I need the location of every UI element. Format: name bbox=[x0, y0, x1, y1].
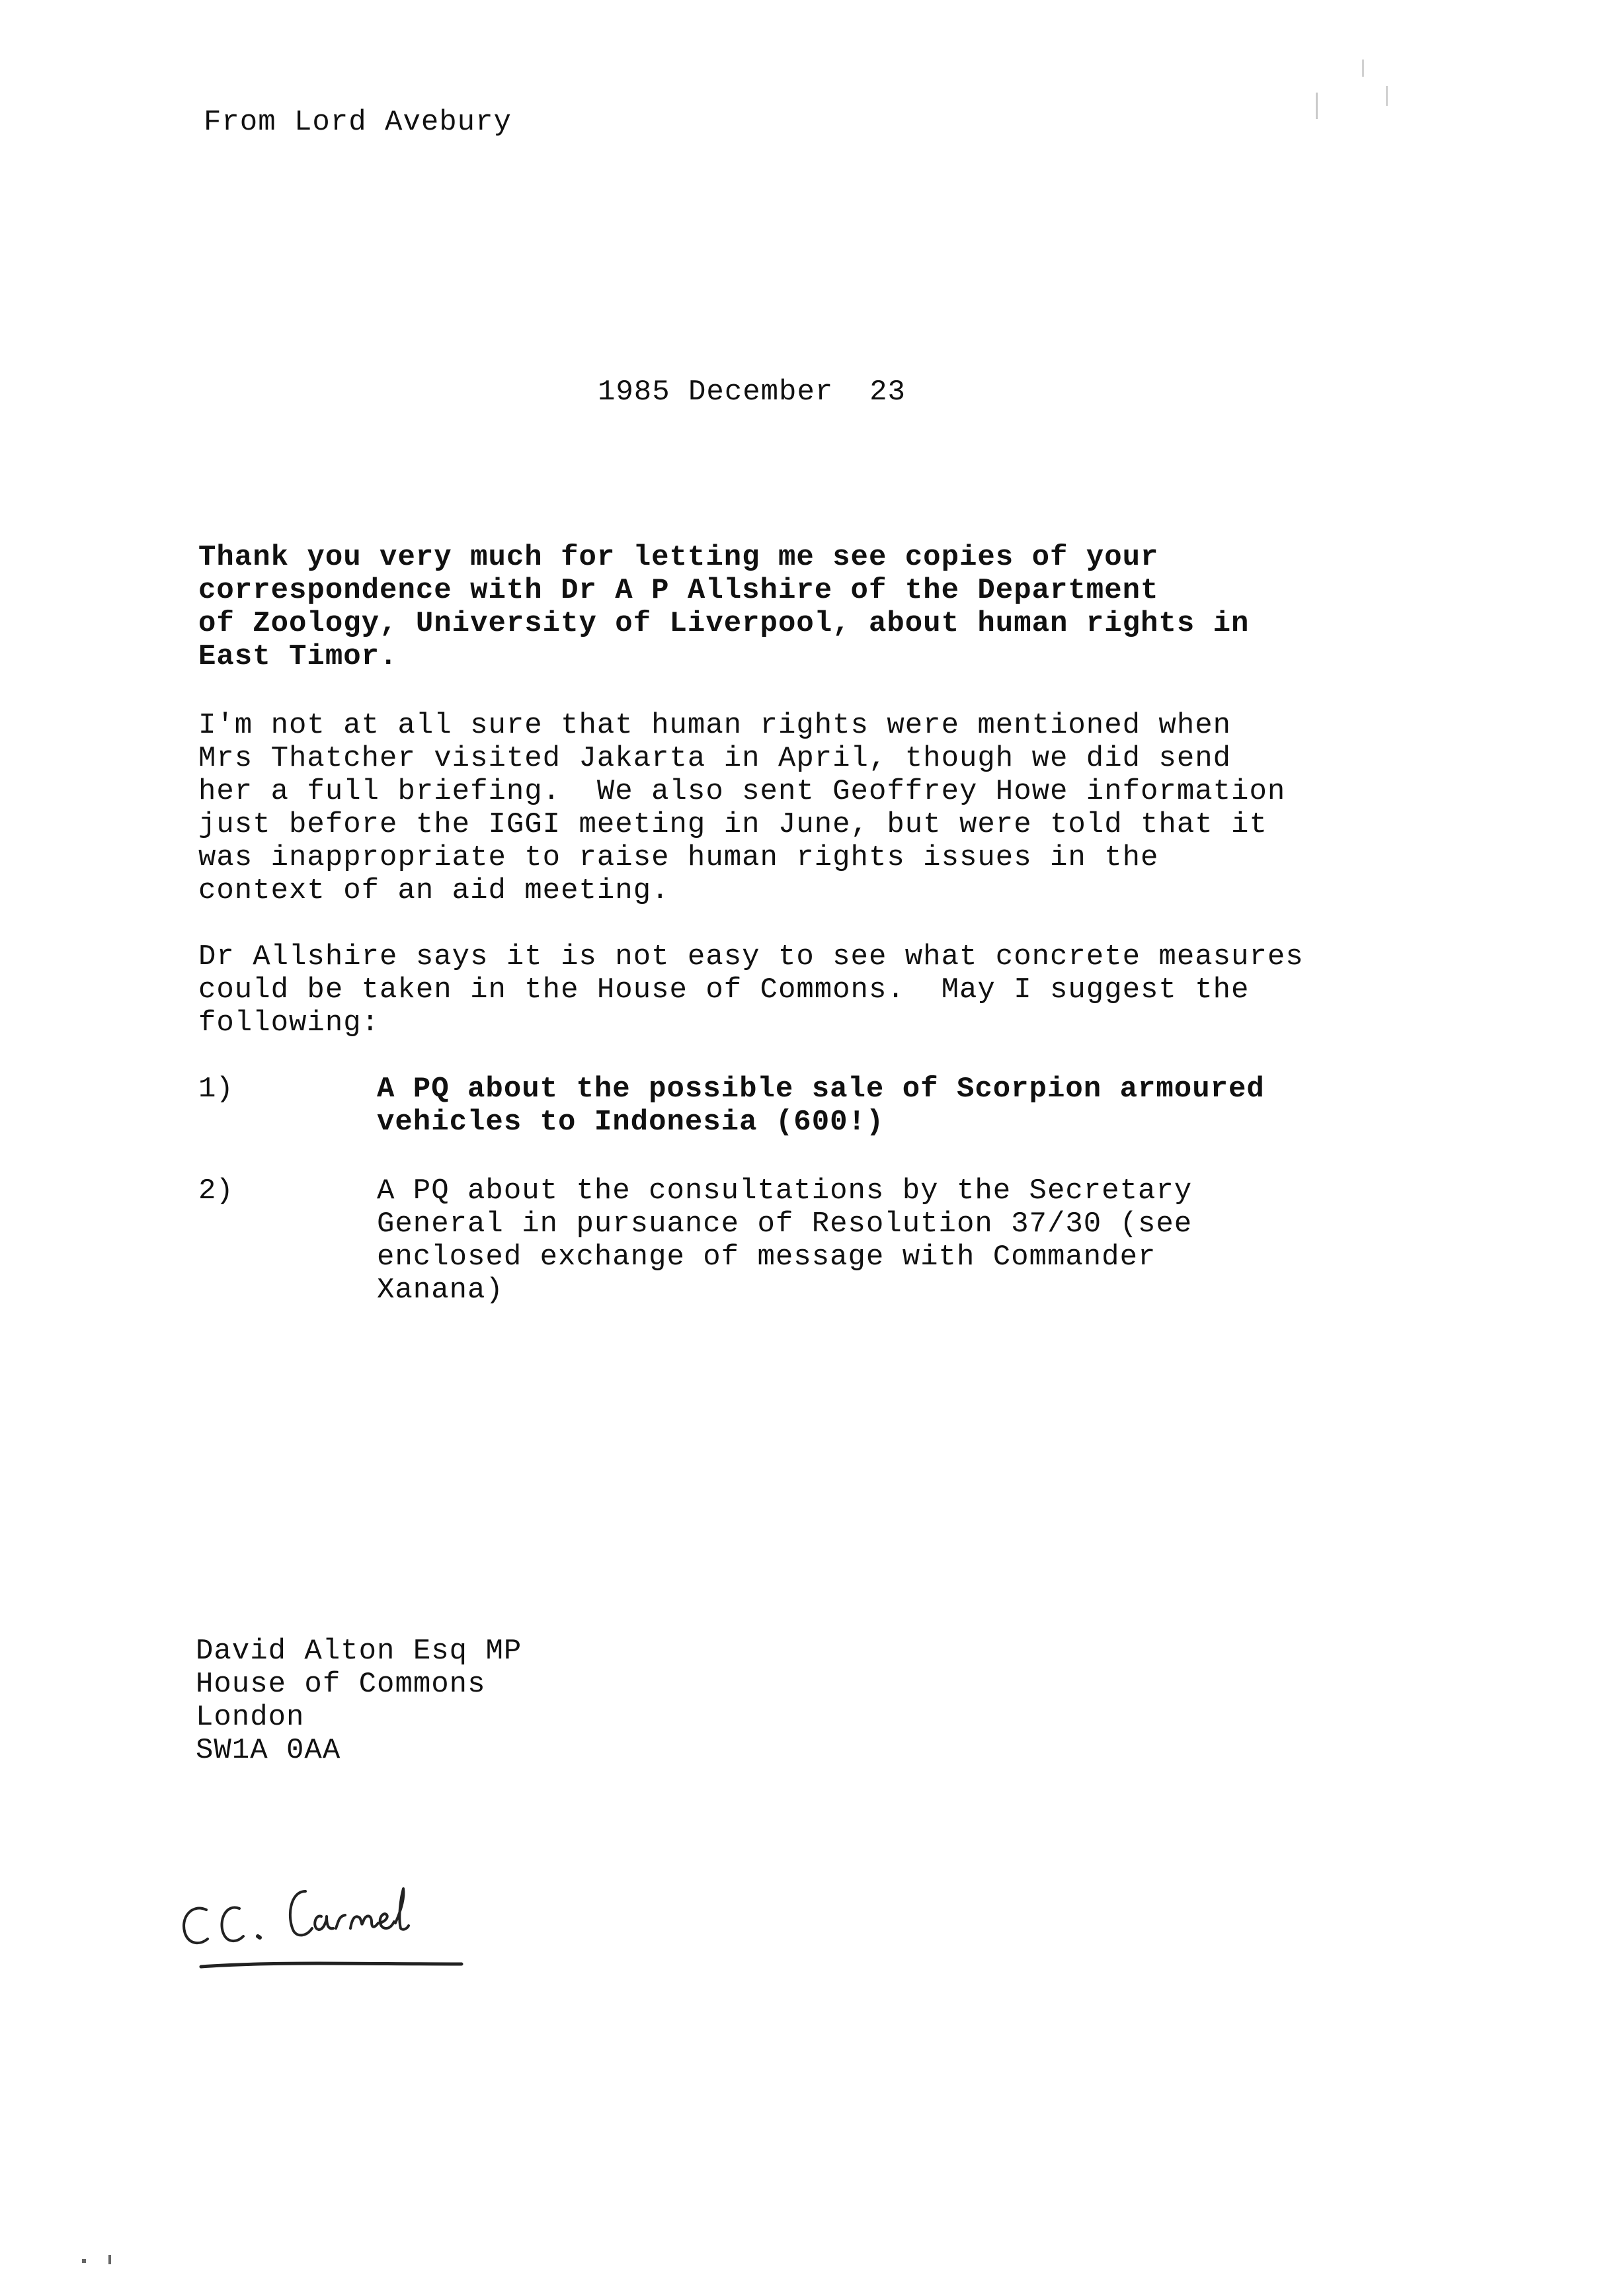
paragraph-line: her a full briefing. We also sent Geoffrey Howe information bbox=[198, 775, 1286, 808]
item-number: 1) bbox=[198, 1073, 233, 1106]
item-line: A PQ about the consultations by the Secretary bbox=[377, 1174, 1193, 1208]
paragraph-line: correspondence with Dr A P Allshire of the Department bbox=[198, 574, 1159, 607]
paragraph-line: following: bbox=[198, 1006, 380, 1040]
handwriting-stroke bbox=[395, 1889, 409, 1930]
paragraph-thatcher-visit bbox=[198, 709, 1285, 907]
paragraph-line: Thank you very much for letting me see copies of your bbox=[198, 541, 1159, 574]
item-line: enclosed exchange of message with Commander bbox=[377, 1241, 1156, 1274]
handwriting-underline bbox=[201, 1963, 462, 1967]
paragraph-line: Dr Allshire says it is not easy to see what concrete measures bbox=[198, 940, 1304, 973]
item-line: vehicles to Indonesia (600!) bbox=[377, 1106, 885, 1139]
handwriting-stroke bbox=[350, 1916, 378, 1928]
paragraph-suggestions-intro bbox=[198, 940, 1304, 1040]
handwriting-stroke bbox=[336, 1915, 345, 1928]
paragraph-line: Mrs Thatcher visited Jakarta in April, though we did send bbox=[198, 742, 1232, 775]
paragraph-line: of Zoology, University of Liverpool, about human rights in bbox=[198, 607, 1250, 640]
address-line: SW1A 0AA bbox=[196, 1734, 341, 1767]
handwriting-stroke bbox=[290, 1891, 312, 1935]
item-text-consultations bbox=[377, 1174, 1192, 1307]
handwritten-cc-note bbox=[165, 1865, 469, 1977]
paragraph-line: context of an aid meeting. bbox=[198, 874, 670, 907]
scan-speck bbox=[1386, 86, 1388, 106]
handwriting-stroke bbox=[380, 1914, 394, 1928]
sender-line: From Lord Avebury bbox=[204, 106, 512, 139]
scan-speck bbox=[1362, 60, 1364, 77]
paragraph-line: could be taken in the House of Commons. May I suggest the bbox=[198, 973, 1250, 1006]
handwriting-stroke bbox=[258, 1936, 260, 1938]
item-line: General in pursuance of Resolution 37/30 (see bbox=[377, 1208, 1193, 1241]
handwriting-stroke bbox=[221, 1908, 243, 1942]
item-number: 2) bbox=[198, 1174, 233, 1208]
letter-date: 1985 December 23 bbox=[598, 376, 906, 409]
recipient-address bbox=[196, 1635, 522, 1767]
paragraph-line: was inappropriate to raise human rights issues in the bbox=[198, 841, 1159, 874]
item-line: Xanana) bbox=[377, 1274, 504, 1307]
scan-speck bbox=[108, 2255, 111, 2264]
item-line: A PQ about the possible sale of Scorpion armoured bbox=[377, 1073, 1265, 1106]
scan-speck bbox=[1316, 93, 1318, 119]
address-line: House of Commons bbox=[196, 1668, 486, 1701]
paragraph-line: I'm not at all sure that human rights were mentioned when bbox=[198, 709, 1232, 742]
handwriting-stroke bbox=[184, 1908, 208, 1944]
handwriting-stroke bbox=[315, 1916, 333, 1930]
scan-speck bbox=[82, 2259, 86, 2263]
paragraph-line: just before the IGGI meeting in June, but were told that it bbox=[198, 808, 1267, 841]
address-line: London bbox=[196, 1701, 305, 1734]
item-text-scorpion bbox=[377, 1073, 1265, 1139]
paragraph-line: East Timor. bbox=[198, 640, 398, 673]
paragraph-thanks bbox=[198, 541, 1249, 673]
address-line: David Alton Esq MP bbox=[196, 1635, 522, 1668]
